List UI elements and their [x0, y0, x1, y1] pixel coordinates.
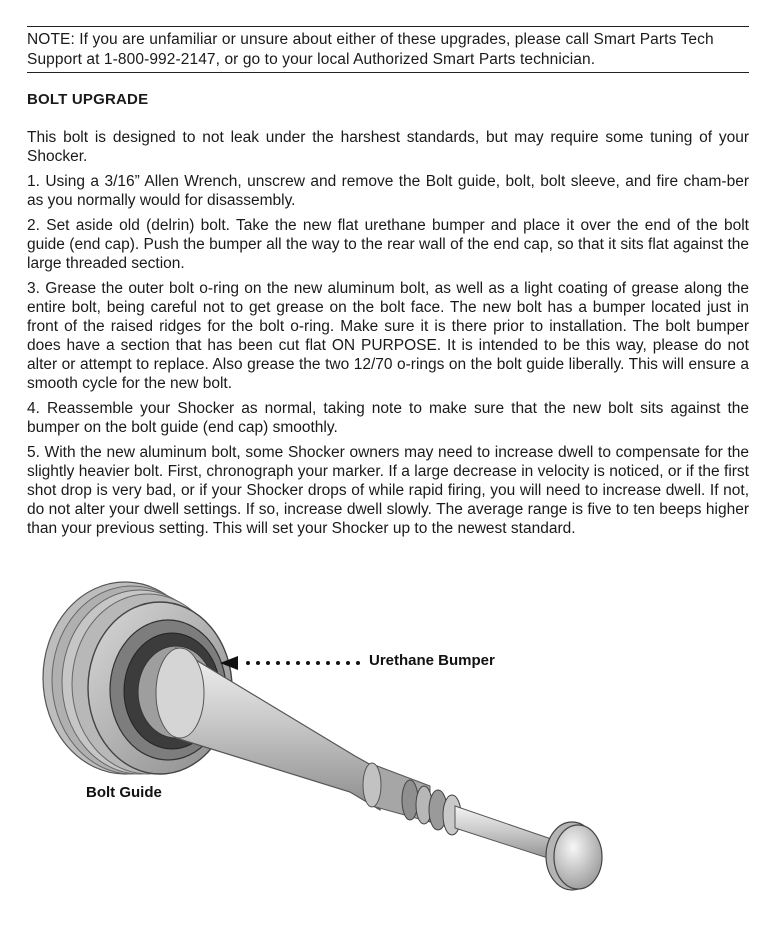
intro-paragraph: This bolt is designed to not leak under the harshest standards, but may require some tuning of your Shocker.: [27, 129, 749, 165]
step-2: 2. Set aside old (delrin) bolt. Take the new flat urethane bumper and place it over the end of the bolt guide (end cap). Push the bumper all the way to the rear wall of the end cap, so that it sits flat against the large threaded section.: [27, 217, 749, 272]
step-1: 1. Using a 3/16” Allen Wrench, unscrew and remove the Bolt guide, bolt, bolt sleeve, and fire cham-ber as you normally would for disassembly.: [27, 173, 749, 209]
bolt-guide-label: Bolt Guide: [86, 784, 162, 801]
urethane-bumper-label: Urethane Bumper: [369, 652, 495, 669]
support-note: NOTE: If you are unfamiliar or unsure about either of these upgrades, please call Smart Parts Tech Support at 1-800-992-2147, or go to your local Authorized Smart Parts technician.: [27, 26, 749, 73]
document-page: [27, 26, 749, 538]
step-5: 5. With the new aluminum bolt, some Shocker owners may need to increase dwell to compensate for the slightly heavier bolt. First, chronograph your marker. If a large decrease in velocity is noticed, or if the first shot drop is very bad, or if your Shocker drops of while rapid firing, you will need to increase dwell. If not, do not alter your dwell settings. If so, increase dwell slowly. The average range is five to ten beeps higher than your previous setting. This will set your Shocker up to the newest standard.: [27, 444, 749, 537]
bolt-illustration: [0, 560, 771, 925]
leader-line-bumper: [220, 656, 360, 670]
bolt-stem: [156, 648, 602, 890]
section-title: BOLT UPGRADE: [27, 91, 149, 108]
bolt-drawing: [0, 560, 771, 925]
step-3: 3. Grease the outer bolt o-ring on the new aluminum bolt, as well as a light coating of grease along the entire bolt, being careful not to get grease on the bolt face. The new bolt has a bumper located just in front of the raised ridges for the bolt o-ring. Make sure it is there prior to installation. The bolt bumper does have a section that has been cut flat ON PURPOSE. It is intended to be this way, please do not alter or attempt to replace. Also grease the two 12/70 o-rings on the bolt guide liberally. This will ensure a smooth cycle for the new bolt.: [27, 280, 749, 392]
step-4: 4. Reassemble your Shocker as normal, taking note to make sure that the new bolt sits against the bumper on the bolt guide (end cap) smoothly.: [27, 400, 749, 436]
